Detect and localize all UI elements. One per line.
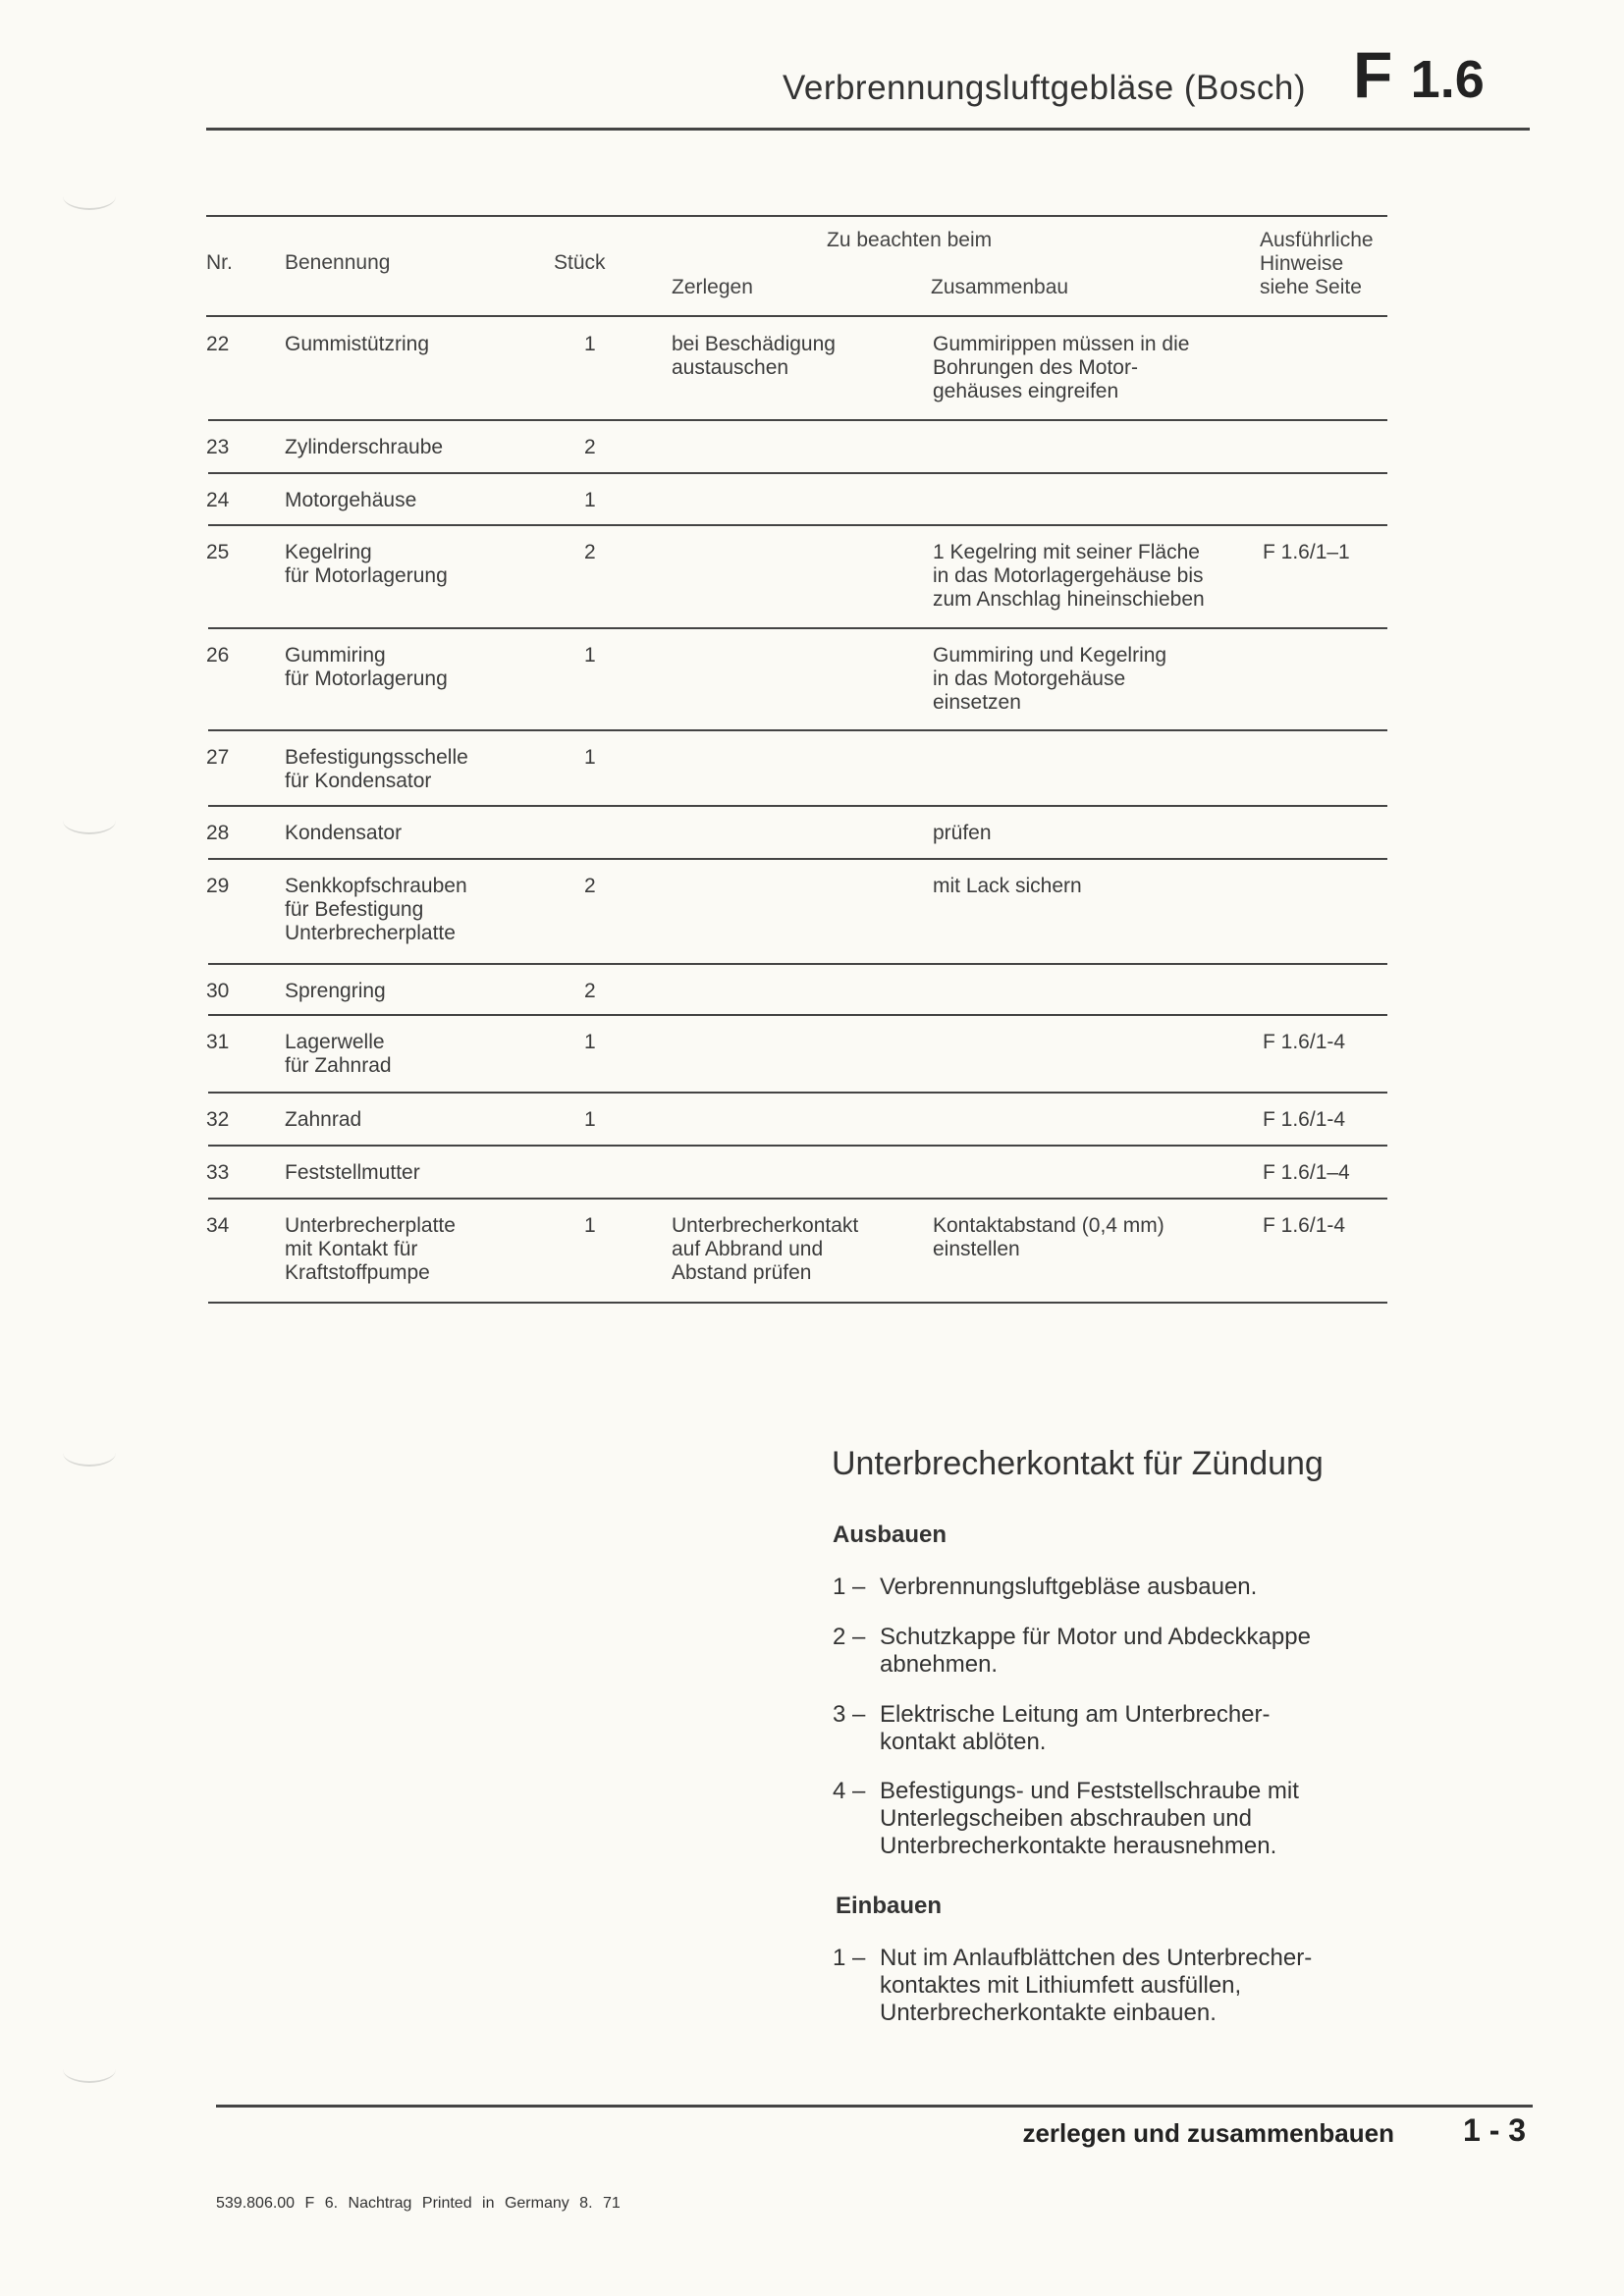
header-rule [206, 128, 1530, 131]
cell-nr: 25 [206, 541, 230, 563]
cell-benennung: Motorgehäuse [285, 489, 417, 511]
cell-zerlegen: Unterbrecherkontakt auf Abbrand und Abstand prüfen [672, 1214, 859, 1284]
cell-nr: 23 [206, 436, 230, 458]
cell-nr: 26 [206, 644, 230, 667]
row-rule [208, 805, 1387, 807]
header-zusammenbau: Zusammenbau [931, 276, 1069, 298]
header-nr: Nr. [206, 251, 233, 274]
header-hinweise: Ausführliche Hinweise siehe Seite [1260, 229, 1374, 298]
table-header-rule [206, 315, 1387, 317]
page-number: 1 - 3 [1463, 2112, 1527, 2148]
step-number: 2 – [833, 1624, 866, 1650]
cell-zusammenbau: mit Lack sichern [933, 875, 1082, 897]
footer-rule [216, 2105, 1533, 2108]
cell-zusammenbau: 1 Kegelring mit seiner Fläche in das Motorlagergehäuse bis zum Anschlag hineinschieben [933, 541, 1205, 611]
cell-benennung: Unterbrecherplatte mit Kontakt für Kraftstoffpumpe [285, 1214, 456, 1284]
cell-stueck: 1 [584, 1031, 596, 1053]
chapter-label: zerlegen und zusammenbauen [1022, 2118, 1394, 2148]
cell-hinweise: F 1.6/1-4 [1263, 1108, 1346, 1131]
cell-stueck: 1 [584, 644, 596, 667]
cell-benennung: Senkkopfschrauben für Befestigung Unterbrecherplatte [285, 875, 467, 944]
section-letter: F [1353, 38, 1393, 111]
cell-nr: 24 [206, 489, 230, 511]
ausbauen-heading: Ausbauen [833, 1522, 947, 1548]
step-text: Nut im Anlaufblättchen des Unterbrecher- kontaktes mit Lithiumfett ausfüllen, Unterbrecherkontakte einbauen. [880, 1945, 1313, 2026]
section-title: Unterbrecherkontakt für Zündung [832, 1445, 1324, 1482]
step-text: Verbrennungsluftgebläse ausbauen. [880, 1574, 1258, 1600]
cell-zusammenbau: Gummirippen müssen in die Bohrungen des Motor- gehäuses eingreifen [933, 333, 1190, 402]
row-rule [208, 1302, 1387, 1304]
section-badge [1353, 37, 1485, 112]
cell-stueck: 2 [584, 541, 596, 563]
cell-benennung: Befestigungsschelle für Kondensator [285, 746, 468, 792]
cell-hinweise: F 1.6/1-4 [1263, 1214, 1346, 1237]
row-rule [208, 963, 1387, 965]
cell-benennung: Kegelring für Motorlagerung [285, 541, 448, 587]
punch-hole-mark [63, 2056, 116, 2083]
row-rule [208, 1014, 1387, 1016]
step-number: 1 – [833, 1945, 866, 1971]
header-benennung: Benennung [285, 251, 391, 274]
header-zerlegen: Zerlegen [672, 276, 753, 298]
cell-stueck: 1 [584, 1214, 596, 1237]
cell-stueck: 1 [584, 1108, 596, 1131]
step-number: 3 – [833, 1701, 866, 1728]
cell-nr: 30 [206, 980, 230, 1002]
cell-stueck: 2 [584, 980, 596, 1002]
row-rule [208, 729, 1387, 731]
punch-hole-mark [63, 1439, 116, 1467]
cell-nr: 28 [206, 822, 230, 844]
header-stueck: Stück [554, 251, 606, 274]
row-rule [208, 1145, 1387, 1147]
row-rule [208, 1092, 1387, 1094]
cell-benennung: Zahnrad [285, 1108, 362, 1131]
cell-benennung: Sprengring [285, 980, 386, 1002]
row-rule [208, 524, 1387, 526]
cell-nr: 34 [206, 1214, 230, 1237]
step-text: Befestigungs- und Feststellschraube mit Unterlegscheiben abschrauben und Unterbrecherkontakte herausnehmen. [880, 1778, 1299, 1859]
cell-nr: 33 [206, 1161, 230, 1184]
cell-stueck: 1 [584, 746, 596, 769]
cell-zusammenbau: Gummiring und Kegelring in das Motorgehäuse einsetzen [933, 644, 1167, 714]
header-group: Zu beachten beim [827, 229, 993, 251]
row-rule [208, 858, 1387, 860]
cell-benennung: Gummistützring [285, 333, 430, 355]
cell-hinweise: F 1.6/1-4 [1263, 1031, 1346, 1053]
cell-benennung: Gummiring für Motorlagerung [285, 644, 448, 690]
cell-stueck: 1 [584, 333, 596, 355]
row-rule [208, 419, 1387, 421]
punch-hole-mark [63, 183, 116, 210]
cell-hinweise: F 1.6/1–1 [1263, 541, 1350, 563]
step-text: Elektrische Leitung am Unterbrecher- kontakt ablöten. [880, 1701, 1271, 1755]
cell-benennung: Kondensator [285, 822, 403, 844]
cell-hinweise: F 1.6/1–4 [1263, 1161, 1350, 1184]
cell-nr: 22 [206, 333, 230, 355]
cell-stueck: 1 [584, 489, 596, 511]
cell-benennung: Lagerwelle für Zahnrad [285, 1031, 392, 1077]
step-text: Schutzkappe für Motor und Abdeckkappe abnehmen. [880, 1624, 1311, 1678]
cell-nr: 32 [206, 1108, 230, 1131]
punch-hole-mark [63, 807, 116, 834]
cell-zerlegen: bei Beschädigung austauschen [672, 333, 836, 379]
step-number: 4 – [833, 1778, 866, 1804]
einbauen-heading: Einbauen [836, 1893, 943, 1919]
cell-zusammenbau: prüfen [933, 822, 992, 844]
cell-stueck: 2 [584, 436, 596, 458]
cell-nr: 27 [206, 746, 230, 769]
cell-zusammenbau: Kontaktabstand (0,4 mm) einstellen [933, 1214, 1164, 1260]
section-number: 1.6 [1410, 50, 1485, 109]
step-number: 1 – [833, 1574, 866, 1600]
cell-nr: 29 [206, 875, 230, 897]
imprint: 539.806.00 F 6. Nachtrag Printed in Germany 8. 71 [216, 2195, 621, 2212]
cell-nr: 31 [206, 1031, 230, 1053]
row-rule [208, 1198, 1387, 1200]
page-title: Verbrennungsluftgebläse (Bosch) [782, 69, 1306, 107]
table-top-rule [206, 215, 1387, 217]
cell-benennung: Feststellmutter [285, 1161, 420, 1184]
cell-stueck: 2 [584, 875, 596, 897]
row-rule [208, 472, 1387, 474]
cell-benennung: Zylinderschraube [285, 436, 444, 458]
row-rule [208, 627, 1387, 629]
